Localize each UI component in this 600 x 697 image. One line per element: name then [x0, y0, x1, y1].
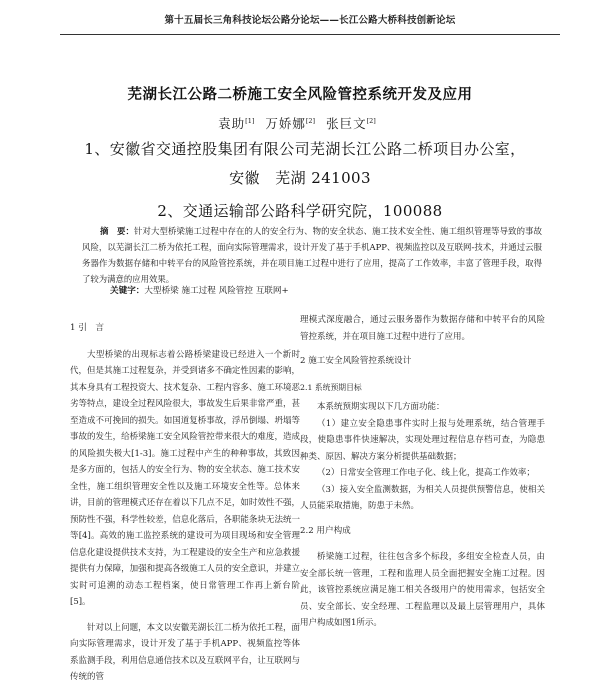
- author-name: 万娇娜: [265, 116, 306, 131]
- paper-title: 芜湖长江公路二桥施工安全风险管控系统开发及应用: [127, 87, 473, 103]
- section-2-1-item-2: （2）日常安全管理工作电子化、线上化，提高工作效率；: [317, 468, 535, 478]
- keywords-label: 关键字：: [110, 286, 145, 296]
- author-name: 袁助: [218, 116, 246, 131]
- section-1-paragraph-2: 针对以上问题，本文以安徽芜湖长江二桥为依托工程，面向实际管理需求，设计开发了基于手机APP、视频监控等体系监测手段，利用信息通信技术以及互联网平台，让互联网与传统的管: [70, 622, 300, 682]
- keywords-text: 大型桥梁 施工过程 风险管控 互联网+: [144, 286, 289, 296]
- affiliation-2: 2、交通运输部公路科学研究院，100088: [157, 202, 443, 220]
- section-2-1-item-1: （1）建立安全隐患事件实时上报与处理系统，结合管理手段，使隐患事件快速解决，实现处理过程信息存档可查，为隐患种类、原因、解决方案分析提供基础数据；: [300, 418, 545, 462]
- author-list: [0, 114, 600, 132]
- author-mark: [1]: [245, 116, 255, 125]
- section-2-2-heading: 2.2 用户构成: [300, 525, 351, 536]
- keywords: [110, 284, 542, 296]
- section-2-1-item-3: （3）接入安全监测数据，为相关人员提供预警信息，使相关人员能采取措施，防患于未然。: [300, 484, 545, 511]
- running-header: [60, 4, 560, 35]
- right-column: [300, 312, 545, 632]
- section-2-1-intro: 本系统预期实现以下几方面功能：: [317, 402, 445, 412]
- section-1-paragraph-1: 大型桥梁的出现标志着公路桥梁建设已经进入一个新时代，但是其施工过程复杂，并受到诸多不确定性因素的影响，其本身具有工程投资大、技术复杂、工程内容多、施工环境恶劣等特点，建设全过程风险很大，事故发生后果非常严重，甚至造成不可挽回的损失。如国道复桥事故，浮吊倒塌、坍塌等事故的发生，给桥梁施工安全风险管控带来很大的难度，造成的风险损失极大[1-3]。施工过程中产生的种种事故，其致因是多方面的，包括人的安全行为、物的安全状态、施工技术安全性，施工组织管理安全性以及施工环境安全性等。总体来讲，目前的管理模式还存在着以下几点不足，如时效性不强，预防性不强，科学性较差，信息化落后，各职能条块无法统一等[4]。高效的施工监控系统的建设可为项目现场和安全管理信息化建设提供技术支持，为工程建设的安全生产和应急救援提供有力保障，加强和提高各级施工人员的安全意识，并建立实时可追溯的动态工程档案，使日常管理工作再上新台阶[5]。: [70, 349, 300, 607]
- author-mark: [2]: [305, 116, 316, 125]
- continued-paragraph: 理模式深度融合，通过云服务器作为数据存储和中转平台的风险管控系统，并在项目施工过程中进行了应用。: [300, 315, 545, 342]
- abstract: [82, 223, 542, 287]
- section-1-heading: 1 引 言: [70, 323, 104, 333]
- left-column: [70, 312, 300, 686]
- abstract-label: 摘 要：: [100, 226, 135, 236]
- author-name: 张巨文: [326, 116, 367, 131]
- affiliation-1-line2: 安徽 芜湖 241003: [229, 169, 371, 187]
- abstract-text: 针对大型桥梁施工过程中存在的人的安全行为、物的安全状态、施工技术安全性、施工组织管理等导致的事故风险，以芜湖长江二桥为依托工程，面向实际管理需求，设计开发了基于手机APP、视频监控以及互联网-技术，并通过云服务器作为数据存储和中转平台的风险管控系统，并在项目施工过程中进行了应用，提高了工作效率，丰富了管理手段，取得了较为满意的应用效果。: [82, 226, 543, 284]
- author-mark: [2]: [366, 116, 376, 125]
- section-2-2-paragraph: 桥梁施工过程，往往包含多个标段，多组安全检查人员，由安全部长统一管理，工程和监理人员全面把握安全施工过程。因此，该管控系统应满足施工相关各级用户的使用需求，包括安全员、安全部长、安全经理、工程监理以及最上层管理用户，具体用户构成如图1所示。: [300, 552, 545, 628]
- running-title: 第十五届长三角科技论坛公路分论坛——长江公路大桥科技创新论坛: [164, 15, 456, 26]
- affiliation-1-line1: 1、安徽省交通控股集团有限公司芜湖长江公路二桥项目办公室，: [84, 140, 526, 158]
- section-2-1-heading: 2.1 系统预期目标: [300, 382, 362, 392]
- section-2-heading: 2 施工安全风险管控系统设计: [300, 356, 412, 366]
